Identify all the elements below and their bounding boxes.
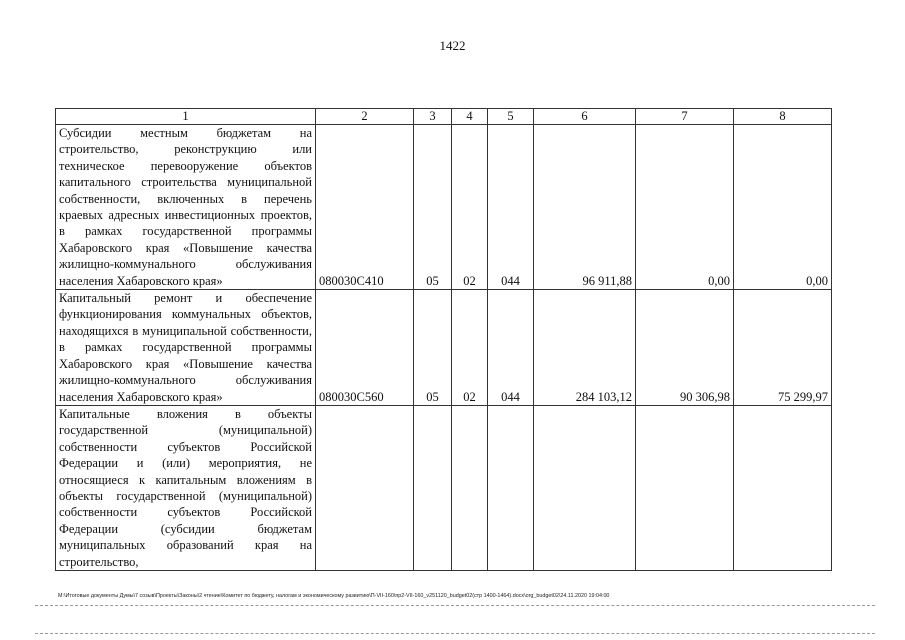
amount-col6: 284 103,12 <box>534 290 636 406</box>
empty-cell <box>414 405 452 570</box>
amount-col6: 96 911,88 <box>534 125 636 290</box>
scan-divider <box>35 605 875 606</box>
table-header-row <box>56 109 832 125</box>
target-article-code: 080030С560 <box>316 290 414 406</box>
section-code: 05 <box>414 290 452 406</box>
footer-file-path: M:\Итоговые документы Думы\7 созыв\Проекты\Законы\2 чтение\Комитет по бюджету, налогам и экономическому развитию\П-VII-160\пр2-VII-160_v251120_budget02(стр 1400-1464).docx\org_budget02\24.11.2020 19:04:00 <box>58 593 610 599</box>
amount-col7: 90 306,98 <box>636 290 734 406</box>
empty-cell <box>452 405 488 570</box>
target-article-code: 080030С410 <box>316 125 414 290</box>
column-header: 7 <box>636 109 734 125</box>
expense-type-code: 044 <box>488 290 534 406</box>
column-header: 2 <box>316 109 414 125</box>
amount-col8: 0,00 <box>734 125 832 290</box>
column-header: 6 <box>534 109 636 125</box>
subsection-code: 02 <box>452 125 488 290</box>
section-code: 05 <box>414 125 452 290</box>
subsection-code: 02 <box>452 290 488 406</box>
column-header: 8 <box>734 109 832 125</box>
column-header: 1 <box>56 109 316 125</box>
expense-name: Капитальные вложения в объекты государственной (муниципальной) собственности субъектов Российской Федерации и (или) мероприятия, не относящиеся к капитальным вложениям в объекты государственной (муниципальной) собственности субъектов Российской Федерации (субсидии бюджетам муниципальных образований края на строительство, <box>56 405 316 570</box>
column-header: 4 <box>452 109 488 125</box>
empty-cell <box>636 405 734 570</box>
expense-name: Капитальный ремонт и обеспечение функционирования коммунальных объектов, находящихся в муниципальной собственности, в рамках государственной программы Хабаровского края «Повышение качества жилищно-коммунального обслуживания населения Хабаровского края» <box>56 290 316 406</box>
page-number: 1422 <box>439 38 466 53</box>
column-header: 5 <box>488 109 534 125</box>
empty-cell <box>734 405 832 570</box>
expense-type-code: 044 <box>488 125 534 290</box>
table-row <box>56 125 832 290</box>
table-row <box>56 290 832 406</box>
empty-cell <box>316 405 414 570</box>
scan-divider <box>35 633 875 634</box>
column-header: 3 <box>414 109 452 125</box>
empty-cell <box>488 405 534 570</box>
amount-col7: 0,00 <box>636 125 734 290</box>
empty-cell <box>534 405 636 570</box>
table-row <box>56 405 832 570</box>
amount-col8: 75 299,97 <box>734 290 832 406</box>
expense-name: Субсидии местным бюджетам на строительство, реконструкцию или техническое перевооружение объектов капитального строительства муниципальной собственности, включенных в перечень краевых адресных инвестиционных проектов, в рамках государственной программы Хабаровского края «Повышение качества жилищно-коммунального обслуживания населения Хабаровского края» <box>56 125 316 290</box>
budget-table <box>55 108 832 571</box>
